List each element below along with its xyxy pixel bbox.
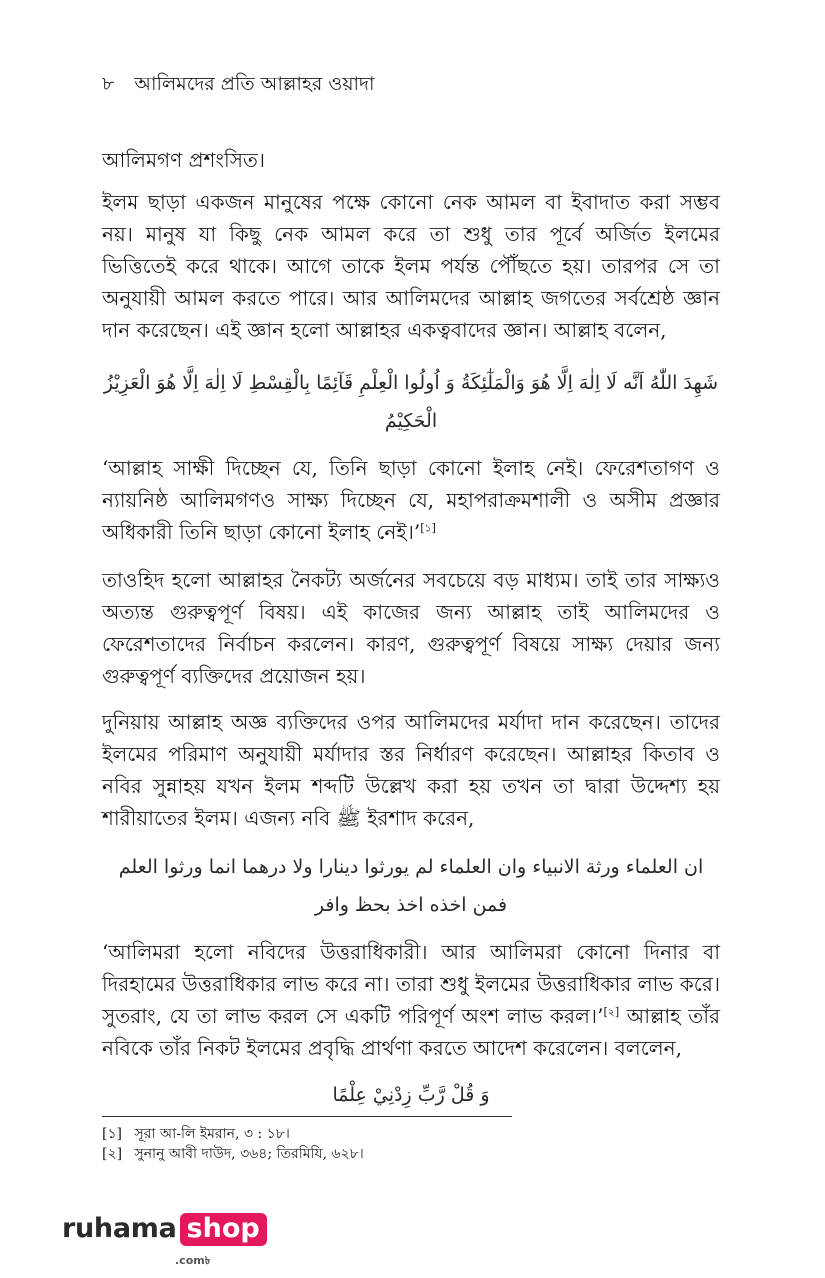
logo-shop: shop (180, 1213, 267, 1246)
paragraph-intro: আলিমগণ প্রশংসিত। (102, 148, 266, 172)
running-header (102, 70, 375, 102)
ruhamashop-logo (62, 1212, 267, 1267)
footnote-ref-2: [২] (603, 1005, 620, 1019)
closing-text: আল্লাহ তাঁর নবিকে তাঁর নিকট ইলমের প্রবৃদ্ধি প্রার্থণা করতে আদেশ করেলেন। বললেন, (102, 1004, 720, 1060)
chapter-title: আলিমদের প্রতি আল্লাহর ওয়াদা (134, 73, 375, 95)
arabic-verse-shahida: شَهِدَ اللّٰهُ اَنَّه لَا اِلٰهَ اِلَّا هُوَ وَالْمَلٰٓئِكَةُ وَ اُولُوا الْعِلْمِ قَآئِمًا بِالْقِسْطِ لَا اِلٰهَ اِلَّا هُوَ الْعَزِيْزُ الْحَكِيْمُ (103, 372, 719, 432)
translation-hadith (102, 936, 720, 1064)
footnote-mark: [২] (102, 1146, 123, 1162)
paragraph-dunya: দুনিয়ায় আল্লাহ অজ্ঞ ব্যক্তিদের ওপর আলিমদের মর্যাদা দান করেছেন। তাদের ইলমের পরিমাণ অনুযায়ী মর্যাদার স্তর নির্ধারণ করেছেন। আল্লাহর কিতাব ও নবির সুন্নাহয় যখন ইলম শব্দটি উল্লেখ করা হয় তখন তা দ্বারা উদ্দেশ্য হয় শারীয়াতের ইলম। এজন্য নবি ﷺ ইরশাদ করেন, (102, 710, 720, 830)
footnote-mark: [১] (102, 1126, 123, 1142)
logo-domain: .com৳ (175, 1254, 211, 1267)
page-number: ৮ (102, 73, 115, 95)
footnote-2 (102, 1144, 364, 1164)
arabic-verse-rabbi-zidni: وَ قُلْ رَّبِّ زِدْنِيْ عِلْمًا (332, 1084, 490, 1106)
hadith-translation-text: ‘আলিমরা হলো নবিদের উত্তরাধিকারী। আর আলিমরা কোনো দিনার বা দিরহামের উত্তরাধিকার লাভ করে না। তারা শুধু ইলমের উত্তরাধিকার লাভ করে। সুতরাং, যে তা লাভ করল সে একটি পরিপূর্ণ অংশ লাভ করল।’ (102, 940, 720, 1028)
footnote-ref-1: [১] (420, 521, 436, 535)
translation-shahida (102, 452, 720, 548)
logo-brand: ruhama (62, 1213, 177, 1244)
footnote-divider (102, 1116, 512, 1117)
footnote-text: সূরা আ-লি ইমরান, ৩ : ১৮। (134, 1126, 290, 1142)
translation-text: ‘আল্লাহ সাক্ষী দিচ্ছেন যে, তিনি ছাড়া কোনো ইলাহ নেই। ফেরেশতাগণ ও ন্যায়নিষ্ঠ আলিমগণও সাক্ষ্য দিচ্ছেন যে, মহাপরাক্রমশালী ও অসীম প্রজ্ঞার অধিকারী তিনি ছাড়া কোনো ইলাহ নেই।’ (102, 456, 720, 544)
footnote-text: সুনানু আবী দাউদ, ৩৬৪; তিরমিযি, ৬২৮। (134, 1146, 364, 1162)
arabic-hadith: ان العلماء ورثة الانبياء وان العلماء لم يورثوا دينارا ولا درهما انما ورثوا العلم فمن اخذه اخذ بحظ وافر (118, 856, 704, 916)
paragraph-ilm: ইলম ছাড়া একজন মানুষের পক্ষে কোনো নেক আমল বা ইবাদাত করা সম্ভব নয়। মানুষ যা কিছু নেক আমল করে তা শুধু তার পূর্বে অর্জিত ইলমের ভিত্তিতেই করে থাকে। আগে তাকে ইলম পর্যন্ত পৌঁছতে হয়। তারপর সে তা অনুযায়ী আমল করতে পারে। আর আলিমদের আল্লাহ জগতের সর্বশ্রেষ্ঠ জ্ঞান দান করেছেন। এই জ্ঞান হলো আল্লাহর একত্ববাদের জ্ঞান। আল্লাহ বলেন, (102, 190, 720, 342)
footnote-1 (102, 1124, 290, 1144)
paragraph-tawhid: তাওহিদ হলো আল্লাহর নৈকট্য অর্জনের সবচেয়ে বড় মাধ্যম। তাই তার সাক্ষ্যও অত্যন্ত গুরুত্বপূর্ণ বিষয়। এই কাজের জন্য আল্লাহ তাই আলিমদের ও ফেরেশতাদের নির্বাচন করলেন। কারণ, গুরুত্বপূর্ণ বিষয়ে সাক্ষ্য দেয়ার জন্য গুরুত্বপূর্ণ ব্যক্তিদের প্রয়োজন হয়। (102, 568, 720, 688)
